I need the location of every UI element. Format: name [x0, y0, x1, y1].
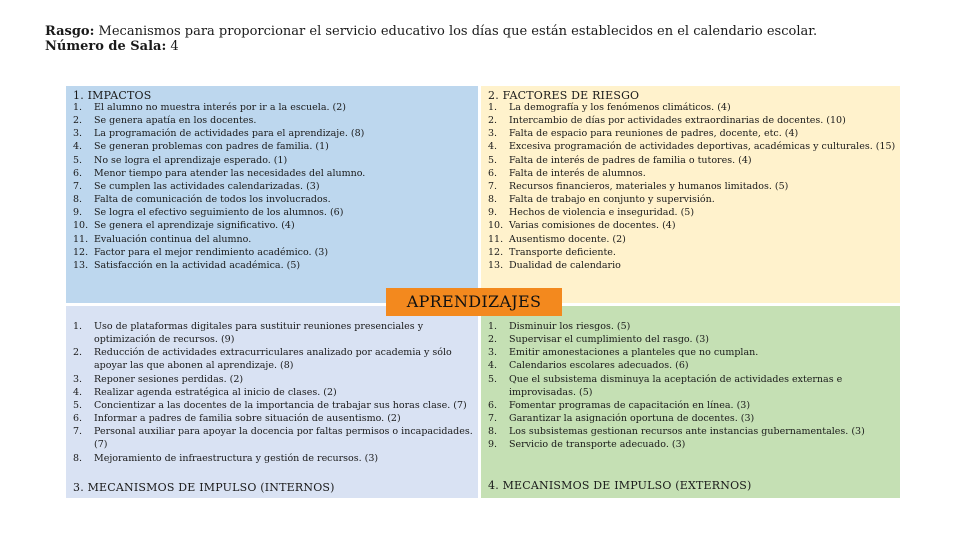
item-number: 12. [488, 246, 504, 258]
riesgo-quadrant [481, 86, 900, 303]
item-text-continued: improvisadas. (5) [509, 386, 593, 398]
list-item [488, 438, 865, 451]
list-item [488, 180, 895, 193]
item-text: Ausentismo docente. (2) [509, 233, 626, 245]
sala-label: Número de Sala: [45, 39, 167, 54]
item-text: Disminuir los riesgos. (5) [509, 321, 631, 332]
list-item [73, 154, 365, 167]
riesgo-list [488, 101, 895, 272]
item-text-continued: apoyar las que abonen al aprendizaje. (8) [94, 360, 294, 372]
item-text: Mejoramiento de infraestructura y gestión de recursos. (3) [94, 452, 379, 464]
sala-line [45, 39, 817, 54]
list-item [73, 425, 473, 451]
list-item [73, 259, 365, 272]
item-number: 9. [488, 207, 498, 219]
item-text: Excesiva programación de actividades deportivas, académicas y culturales. (15) [509, 141, 896, 153]
list-item [488, 259, 895, 272]
list-item [73, 233, 365, 246]
item-number: 5. [73, 399, 83, 411]
list-item [73, 452, 473, 465]
item-number: 7. [488, 180, 498, 192]
item-number: 9. [73, 207, 83, 219]
item-number: 2. [73, 347, 83, 359]
list-item [73, 101, 365, 114]
rasgo-text: Mecanismos para proporcionar el servicio educativo los días que están establecidos en el calendario escolar. [98, 24, 818, 39]
list-item [488, 246, 895, 259]
item-text: Supervisar el cumplimiento del rasgo. (3) [509, 334, 709, 346]
item-number: 4. [73, 141, 83, 153]
list-item [488, 233, 895, 246]
item-text: El alumno no muestra interés por ir a la escuela. (2) [94, 102, 346, 113]
item-number: 4. [488, 141, 498, 153]
item-text: Falta de comunicación de todos los involucrados. [94, 194, 331, 206]
item-text: Recursos financieros, materiales y humanos limitados. (5) [509, 180, 789, 192]
item-number: 11. [488, 233, 504, 245]
list-item [488, 140, 895, 153]
list-item [488, 412, 865, 425]
list-item [488, 346, 865, 359]
item-text: Falta de espacio para reuniones de padres, docente, etc. (4) [509, 128, 799, 140]
item-text: Garantizar la asignación oportuna de docentes. (3) [509, 413, 755, 425]
item-text: Satisfacción en la actividad académica. (5) [94, 259, 301, 271]
list-item [488, 333, 865, 346]
item-number: 8. [73, 452, 83, 464]
item-number: 3. [488, 347, 498, 359]
impactos-list [73, 101, 365, 272]
item-text: Emitir amonestaciones a planteles que no cumplan. [509, 347, 759, 359]
item-number: 9. [488, 439, 498, 451]
item-number: 4. [73, 386, 83, 398]
item-number: 5. [73, 154, 83, 166]
list-item [73, 373, 473, 386]
item-number: 7. [73, 180, 83, 192]
item-number: 13. [488, 259, 504, 271]
item-text: La demografía y los fenómenos climáticos. (4) [509, 102, 731, 113]
list-item [488, 399, 865, 412]
list-item [73, 127, 365, 140]
list-item [73, 219, 365, 232]
list-item [488, 219, 895, 232]
item-number: 6. [488, 399, 498, 411]
list-item [488, 154, 895, 167]
rasgo-line [45, 24, 817, 39]
item-number: 7. [488, 413, 498, 425]
list-item [488, 114, 895, 127]
list-item [488, 206, 895, 219]
item-text: Servicio de transporte adecuado. (3) [509, 439, 686, 451]
item-text: Realizar agenda estratégica al inicio de clases. (2) [94, 386, 337, 398]
item-text: Se generan problemas con padres de familia. (1) [94, 141, 329, 153]
item-text: Transporte deficiente. [509, 246, 616, 258]
item-text: Falta de interés de padres de familia o tutores. (4) [509, 154, 752, 166]
item-number: 3. [488, 128, 498, 140]
item-number: 3. [73, 373, 83, 385]
riesgo-title: 2. FACTORES DE RIESGO [488, 89, 640, 102]
item-number: 1. [488, 321, 498, 332]
item-number: 8. [488, 194, 498, 206]
item-number: 6. [73, 167, 83, 179]
item-text: Factor para el mejor rendimiento académico. (3) [94, 246, 329, 258]
internos-title: 3. MECANISMOS DE IMPULSO (INTERNOS) [73, 481, 335, 494]
internos-quadrant [66, 306, 478, 498]
list-item [73, 140, 365, 153]
item-number: 8. [73, 194, 83, 206]
externos-quadrant [481, 306, 900, 498]
list-item [73, 412, 473, 425]
rasgo-label: Rasgo: [45, 24, 95, 39]
item-number: 1. [73, 102, 83, 113]
item-text: Dualidad de calendario [509, 259, 621, 271]
item-number: 13. [73, 259, 89, 271]
list-item [73, 320, 473, 346]
item-text: Reducción de actividades extracurriculares analizado por academia y sólo [94, 347, 452, 359]
item-text: Uso de plataformas digitales para sustituir reuniones presenciales y [94, 321, 424, 332]
item-number: 5. [488, 154, 498, 166]
impactos-title: 1. IMPACTOS [73, 89, 152, 102]
item-text: Que el subsistema disminuya la aceptación de actividades externas e [509, 373, 843, 385]
list-item [488, 101, 895, 114]
item-text: Calendarios escolares adecuados. (6) [509, 360, 689, 372]
item-text: Se cumplen las actividades calendarizadas. (3) [94, 180, 320, 192]
item-text: Menor tiempo para atender las necesidades del alumno. [94, 167, 366, 179]
item-text: Falta de trabajo en conjunto y supervisión. [509, 194, 715, 206]
list-item [73, 246, 365, 259]
item-text: Reponer sesiones perdidas. (2) [94, 373, 244, 385]
list-item [73, 167, 365, 180]
list-item [73, 180, 365, 193]
item-number: 10. [488, 220, 504, 232]
item-text: Se genera apatía en los docentes. [94, 115, 257, 127]
item-number: 6. [488, 167, 498, 179]
item-number: 2. [73, 115, 83, 127]
item-number: 2. [488, 115, 498, 127]
item-text: Fomentar programas de capacitación en línea. (3) [509, 399, 751, 411]
sala-value: 4 [170, 39, 179, 54]
impactos-quadrant [66, 86, 478, 303]
item-text: Concientizar a las docentes de la importancia de trabajar sus horas clase. (7) [94, 399, 467, 411]
item-text: Se logra el efectivo seguimiento de los alumnos. (6) [94, 207, 344, 219]
list-item [488, 127, 895, 140]
internos-list [73, 320, 473, 465]
item-text-continued: (7) [94, 439, 108, 451]
item-text: Intercambio de días por actividades extraordinarias de docentes. (10) [509, 115, 846, 127]
item-text-continued: optimización de recursos. (9) [94, 334, 235, 346]
item-number: 7. [73, 426, 83, 438]
item-number: 1. [488, 102, 498, 113]
item-number: 12. [73, 246, 89, 258]
item-number: 10. [73, 220, 89, 232]
item-text: Se genera el aprendizaje significativo. (4) [94, 220, 295, 232]
item-number: 8. [488, 426, 498, 438]
list-item [488, 359, 865, 372]
aprendizajes-label: APRENDIZAJES [386, 288, 562, 316]
item-text: Hechos de violencia e inseguridad. (5) [509, 207, 695, 219]
item-text: Evaluación continua del alumno. [94, 233, 252, 245]
list-item [488, 320, 865, 333]
item-text: No se logra el aprendizaje esperado. (1) [94, 154, 288, 166]
item-number: 5. [488, 373, 498, 385]
item-number: 2. [488, 334, 498, 346]
item-number: 6. [73, 413, 83, 425]
page-header [45, 24, 817, 54]
item-number: 3. [73, 128, 83, 140]
item-number: 4. [488, 360, 498, 372]
item-text: Falta de interés de alumnos. [509, 167, 646, 179]
item-text: La programación de actividades para el aprendizaje. (8) [94, 128, 365, 140]
externos-list [488, 320, 865, 452]
item-number: 11. [73, 233, 89, 245]
list-item [73, 386, 473, 399]
list-item [73, 193, 365, 206]
list-item [488, 167, 895, 180]
list-item [73, 114, 365, 127]
list-item [488, 193, 895, 206]
list-item [73, 206, 365, 219]
list-item [73, 346, 473, 372]
list-item [488, 425, 865, 438]
externos-title: 4. MECANISMOS DE IMPULSO (EXTERNOS) [488, 479, 752, 492]
item-number: 1. [73, 321, 83, 332]
item-text: Personal auxiliar para apoyar la docencia por faltas permisos o incapacidades. [94, 426, 473, 438]
list-item [73, 399, 473, 412]
list-item [488, 373, 865, 399]
item-text: Los subsistemas gestionan recursos ante instancias gubernamentales. (3) [509, 426, 865, 438]
item-text: Informar a padres de familia sobre situación de ausentismo. (2) [94, 413, 401, 425]
item-text: Varias comisiones de docentes. (4) [509, 220, 676, 232]
